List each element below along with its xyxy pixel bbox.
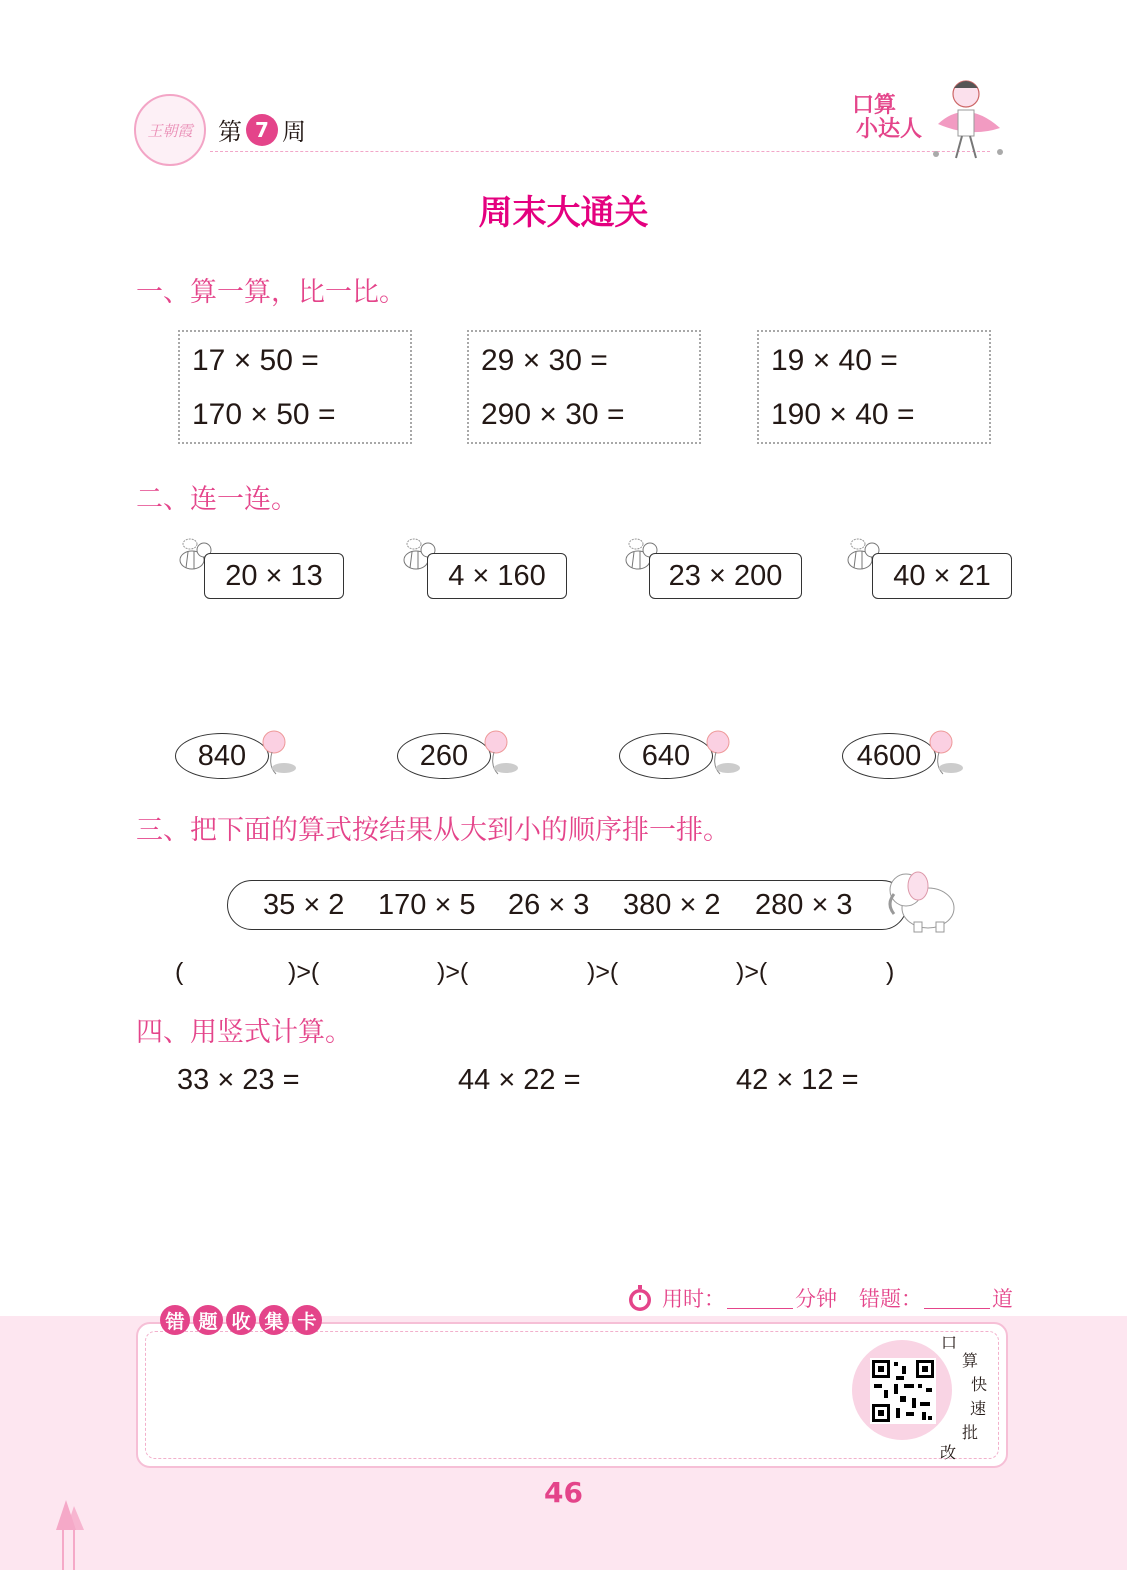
section-1-heading: 一、算一算，比一比。	[136, 277, 406, 308]
result-oval[interactable]: 260	[397, 733, 491, 779]
errors-blank[interactable]	[924, 1288, 990, 1309]
elephant-icon	[884, 862, 960, 936]
week-number-badge: 7	[246, 114, 278, 146]
calc-box-3	[757, 330, 991, 444]
page-number: 46	[544, 1476, 583, 1509]
week-suffix: 周	[282, 118, 306, 146]
stopwatch-icon	[626, 1284, 654, 1312]
answer-bracket: (	[175, 958, 184, 986]
answer-bracket: )>(	[736, 958, 768, 986]
flower-icon	[480, 728, 522, 778]
vertical-calc-problem: 42 × 12 =	[736, 1064, 859, 1096]
expression-card[interactable]: 20 × 13	[204, 553, 344, 599]
result-oval[interactable]: 4600	[842, 733, 936, 779]
section-3-heading: 三、把下面的算式按结果从大到小的顺序排一排。	[136, 815, 730, 846]
answer-bracket: )>(	[587, 958, 619, 986]
calc-line: 29 × 30 =	[481, 344, 608, 377]
sequence-expression: 170 × 5	[378, 889, 476, 921]
answer-bracket: )>(	[437, 958, 469, 986]
card-title-char: 错	[160, 1305, 190, 1335]
time-label: 用时：	[662, 1287, 725, 1311]
qr-code-icon[interactable]	[870, 1358, 936, 1424]
qr-caption-char: 算	[962, 1351, 979, 1370]
flower-icon	[702, 728, 744, 778]
series-brand	[852, 94, 924, 142]
time-and-errors-row	[626, 1283, 1013, 1313]
expression-card[interactable]: 40 × 21	[872, 553, 1012, 599]
expression-card[interactable]: 4 × 160	[427, 553, 567, 599]
expression-card[interactable]: 23 × 200	[649, 553, 802, 599]
sequence-expression: 35 × 2	[263, 889, 345, 921]
flower-icon	[258, 728, 300, 778]
answer-bracket: )	[886, 958, 895, 986]
sequence-expression: 380 × 2	[623, 889, 721, 921]
brand-logo	[134, 94, 206, 166]
time-unit: 分钟	[795, 1287, 837, 1311]
qr-caption-char: 快	[971, 1375, 988, 1394]
calc-box-1	[178, 330, 412, 444]
card-title-char: 题	[193, 1305, 223, 1335]
sequence-expression: 280 × 3	[755, 889, 853, 921]
sequence-expression: 26 × 3	[508, 889, 590, 921]
vertical-calc-problem: 33 × 23 =	[177, 1064, 300, 1096]
calc-line: 190 × 40 =	[771, 398, 915, 431]
card-title-char: 收	[226, 1305, 256, 1335]
answer-bracket: )>(	[288, 958, 320, 986]
calc-line: 17 × 50 =	[192, 344, 319, 377]
header-divider	[210, 151, 990, 152]
up-arrow-icon	[52, 1500, 88, 1570]
calc-line: 19 × 40 =	[771, 344, 898, 377]
calc-line: 290 × 30 =	[481, 398, 625, 431]
section-2-heading: 二、连一连。	[136, 484, 298, 515]
qr-caption-char: 改	[940, 1443, 957, 1462]
flower-icon	[925, 728, 967, 778]
calc-box-2	[467, 330, 701, 444]
week-label	[218, 112, 306, 147]
page-title: 周末大通关	[478, 193, 649, 233]
card-title	[160, 1305, 322, 1335]
week-prefix: 第	[218, 118, 242, 146]
result-oval[interactable]: 840	[175, 733, 269, 779]
brand-line-1: 口算	[852, 93, 897, 118]
qr-caption-char: 批	[962, 1423, 979, 1442]
qr-caption-char: 口	[941, 1333, 958, 1352]
qr-caption-char: 速	[970, 1399, 987, 1418]
time-blank[interactable]	[727, 1288, 793, 1309]
card-title-char: 卡	[292, 1305, 322, 1335]
errors-label: 错题：	[859, 1287, 922, 1311]
girl-mascot-icon	[928, 74, 1014, 166]
card-title-char: 集	[259, 1305, 289, 1335]
result-oval[interactable]: 640	[619, 733, 713, 779]
brand-line-2: 小达人	[856, 117, 923, 142]
calc-line: 170 × 50 =	[192, 398, 336, 431]
logo-text: 王朝霞	[147, 121, 193, 140]
section-4-heading: 四、用竖式计算。	[136, 1017, 352, 1048]
vertical-calc-problem: 44 × 22 =	[458, 1064, 581, 1096]
expression-sequence-box	[227, 880, 907, 930]
errors-unit: 道	[992, 1287, 1013, 1311]
